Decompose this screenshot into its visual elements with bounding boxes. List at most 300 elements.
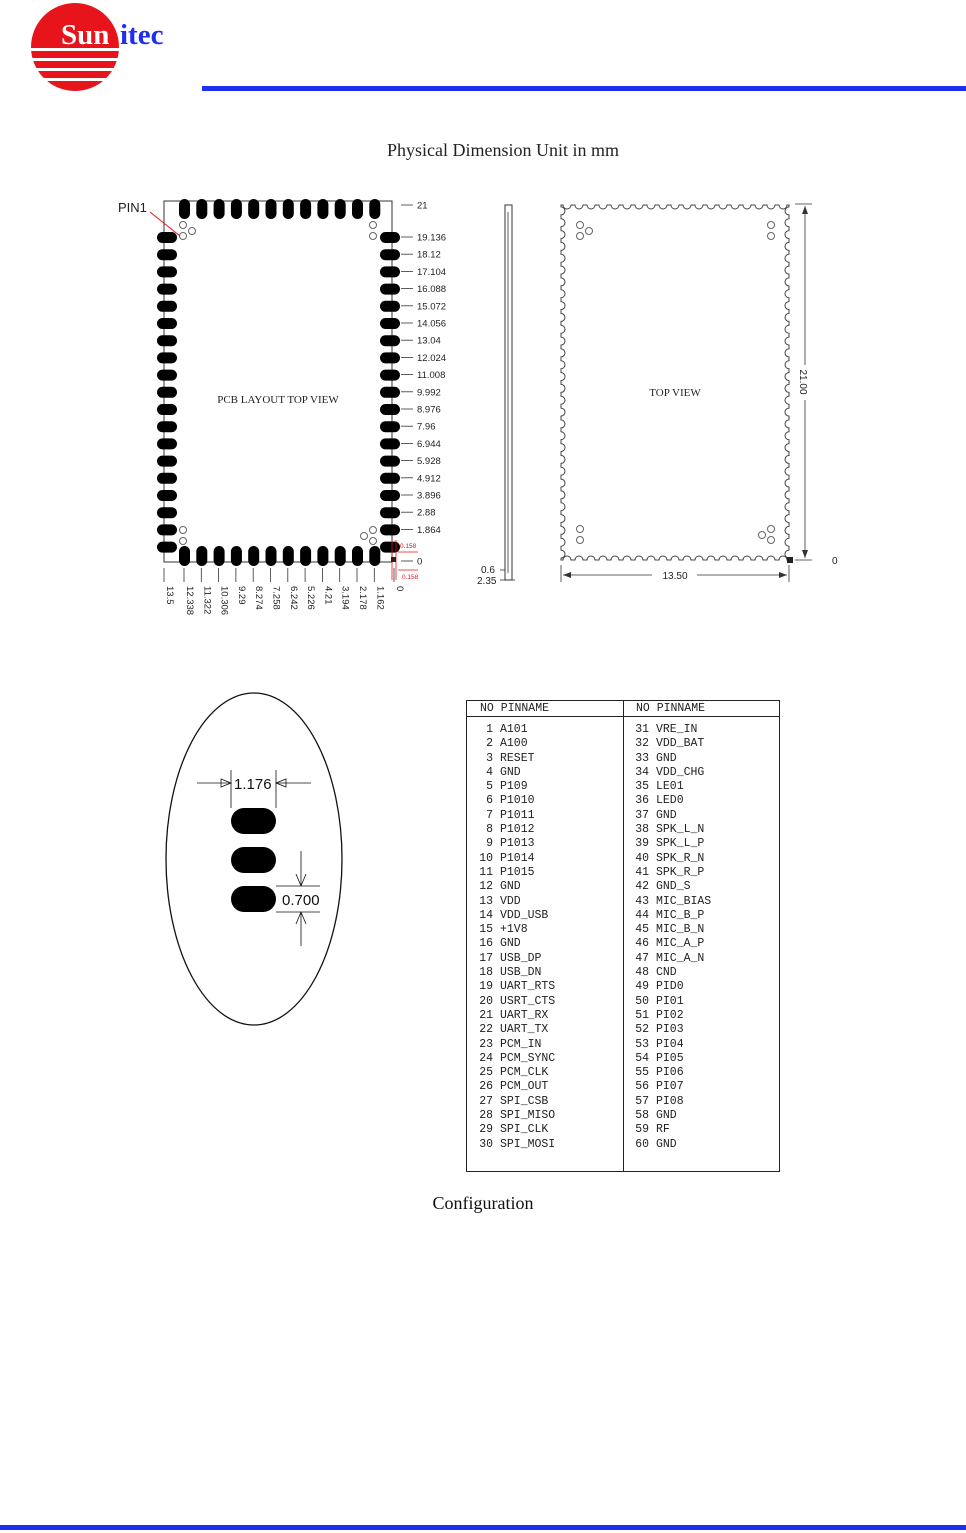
pin-number: 54 <box>635 1051 649 1065</box>
pin-name: USRT_CTS <box>500 994 556 1008</box>
right-tick-label: 5.928 <box>417 456 441 468</box>
pin-number: 36 <box>635 794 649 808</box>
right-tick-label: 6.944 <box>417 438 441 450</box>
pad-bottom <box>231 546 242 566</box>
pad-right <box>380 438 400 449</box>
pin-row-right <box>623 952 779 966</box>
pin-row-left <box>467 1009 623 1023</box>
pin-number: 34 <box>635 765 649 779</box>
pin-row-left <box>467 766 623 780</box>
pad-bottom <box>352 546 363 566</box>
right-tick-label: 2.88 <box>417 507 436 519</box>
pin-name: P1010 <box>500 794 535 808</box>
pad-left <box>157 421 177 432</box>
pin-number: 40 <box>635 851 649 865</box>
pad-left <box>157 318 177 329</box>
pin-name: GND <box>656 1137 677 1151</box>
logo-text-sun: Sun <box>61 19 110 51</box>
pad-left <box>157 473 177 484</box>
pad-left <box>157 249 177 260</box>
pin-row-right <box>623 880 779 894</box>
pin-row-right <box>623 837 779 851</box>
pad-bottom <box>335 546 346 566</box>
footer-rule <box>0 1525 966 1530</box>
pad-top <box>248 199 259 219</box>
pin-number: 19 <box>479 980 493 994</box>
pin-row-right <box>623 995 779 1009</box>
pin-name: SPI_MOSI <box>500 1137 556 1151</box>
pin-number: 22 <box>479 1023 493 1037</box>
small-dim-a: 0.158 <box>400 543 417 550</box>
pin-name: USB_DP <box>500 951 542 965</box>
pin-number: 28 <box>479 1109 493 1123</box>
pin-name: PI02 <box>656 1008 684 1022</box>
right-tick-label: 7.96 <box>417 421 436 433</box>
zero-label: 0 <box>832 556 838 567</box>
pin-name: P1013 <box>500 837 535 851</box>
pin-row-left <box>467 1095 623 1109</box>
left-pads <box>157 232 177 553</box>
pad-top <box>283 199 294 219</box>
right-tick-label: 19.136 <box>417 232 447 244</box>
pin-row-right <box>623 1052 779 1066</box>
pin-number: 18 <box>479 966 493 980</box>
pin-number: 53 <box>635 1037 649 1051</box>
pin-row-left <box>467 1123 623 1137</box>
pin-name: GND <box>656 1109 677 1123</box>
pin-row-right <box>623 909 779 923</box>
pin-name: PI03 <box>656 1023 684 1037</box>
pad-right <box>380 542 400 553</box>
bottom-tick-label: 6.242 <box>287 586 299 610</box>
pin-name: PCM_OUT <box>500 1080 549 1094</box>
pin-name: PCM_IN <box>500 1037 542 1051</box>
pin-row-right <box>623 1109 779 1123</box>
pin-name: P1011 <box>500 808 535 822</box>
pin-name: A101 <box>500 723 528 736</box>
pin-number: 13 <box>479 894 493 908</box>
header-rule <box>202 86 966 91</box>
pin-row-right <box>623 766 779 780</box>
pin-name: PI06 <box>656 1066 684 1080</box>
pad-left <box>157 438 177 449</box>
pin-row-left <box>467 737 623 751</box>
pin-name: GND <box>656 751 677 765</box>
right-tick-label: 16.088 <box>417 284 447 296</box>
pin-number: 26 <box>479 1080 493 1094</box>
pin-row-left <box>467 794 623 808</box>
pad-right <box>380 507 400 518</box>
pad-bottom <box>283 546 294 566</box>
pin-number: 57 <box>635 1094 649 1108</box>
pin-name: P1015 <box>500 865 535 879</box>
right-tick-label: 3.896 <box>417 490 441 502</box>
pad-top <box>196 199 207 219</box>
pin-name: CND <box>656 966 677 980</box>
configuration-caption: Configuration <box>432 1193 534 1213</box>
pin-row-left <box>467 980 623 994</box>
pin-number: 4 <box>486 765 493 779</box>
pin-number: 8 <box>486 823 493 837</box>
pad-left <box>157 507 177 518</box>
pin-name: MIC_B_P <box>656 908 705 922</box>
logo-text-itec: itec <box>120 19 164 51</box>
top-view-label: TOP VIEW <box>649 387 701 399</box>
physical-dimension-title: Physical Dimension Unit in mm <box>387 140 619 160</box>
pad-right <box>380 490 400 501</box>
pin-number: 30 <box>479 1137 493 1151</box>
pin-name: VDD_USB <box>500 908 549 922</box>
pin-table-header-right: NO PINNAME <box>623 701 779 717</box>
pin-number: 47 <box>635 951 649 965</box>
pin-row-left <box>467 1080 623 1094</box>
pin-number: 5 <box>486 780 493 794</box>
pin-row-left <box>467 1066 623 1080</box>
pin-name: VDD_BAT <box>656 737 705 751</box>
pin-number: 58 <box>635 1109 649 1123</box>
pin-table-left-column <box>467 701 624 1171</box>
pad-right <box>380 387 400 398</box>
pin-row-right <box>623 1066 779 1080</box>
pin-number: 2 <box>486 737 493 751</box>
pad-right <box>380 318 400 329</box>
pin-number: 14 <box>479 908 493 922</box>
pin-row-right <box>623 752 779 766</box>
pin-row-right <box>623 780 779 794</box>
pad-top <box>214 199 225 219</box>
pad-right <box>380 335 400 346</box>
pin-number: 32 <box>635 737 649 751</box>
pin-name: +1V8 <box>500 923 528 937</box>
pad-top <box>300 199 311 219</box>
pin-name: MIC_B_N <box>656 923 705 937</box>
pad-right <box>380 249 400 260</box>
pin-name: PI01 <box>656 994 684 1008</box>
pin-name: PCM_CLK <box>500 1066 549 1080</box>
pad-right <box>380 266 400 277</box>
pad-right <box>380 370 400 381</box>
pin-name: UART_TX <box>500 1023 549 1037</box>
pin-row-left <box>467 752 623 766</box>
pin-list-right <box>623 717 779 1152</box>
pin-number: 16 <box>479 937 493 951</box>
pin-row-right <box>623 1138 779 1152</box>
pin-row-right <box>623 866 779 880</box>
pad-detail <box>160 690 350 1030</box>
pin-table-header-left: NO PINNAME <box>467 701 623 717</box>
pin-name: SPI_CSB <box>500 1094 549 1108</box>
bottom-tick-label: 5.226 <box>305 586 317 610</box>
pad-top <box>266 199 277 219</box>
right-dimension-ticks <box>401 201 446 568</box>
pin-name: RESET <box>500 751 535 765</box>
pin-number: 59 <box>635 1123 649 1137</box>
pin-name: USB_DN <box>500 966 542 980</box>
pin-name: MIC_A_N <box>656 951 705 965</box>
pad-width-label: 1.176 <box>234 776 272 793</box>
pin-name: SPI_MISO <box>500 1109 556 1123</box>
pin-row-left <box>467 837 623 851</box>
pin-number: 33 <box>635 751 649 765</box>
pin-name: PID0 <box>656 980 684 994</box>
pin-name: P1012 <box>500 823 535 837</box>
pin-name: UART_RX <box>500 1008 549 1022</box>
right-tick-label: 9.992 <box>417 387 441 399</box>
pin-row-right <box>623 895 779 909</box>
pin-row-left <box>467 723 623 737</box>
pad-right <box>380 232 400 243</box>
holes-module <box>577 222 775 544</box>
pad-bottom <box>248 546 259 566</box>
pin-row-left <box>467 952 623 966</box>
pin-row-right <box>623 923 779 937</box>
pin-number: 29 <box>479 1123 493 1137</box>
pin-row-left <box>467 995 623 1009</box>
small-dim-b: 0.158 <box>402 574 419 581</box>
bottom-tick-label: 0 <box>394 586 405 592</box>
pin-row-left <box>467 937 623 951</box>
pin-row-right <box>623 794 779 808</box>
pin-row-right <box>623 1080 779 1094</box>
pin-number: 24 <box>479 1051 493 1065</box>
pad-right <box>380 456 400 467</box>
pin-row-left <box>467 1138 623 1152</box>
bottom-tick-label: 9.29 <box>235 586 247 605</box>
pin-name: SPK_R_P <box>656 865 705 879</box>
pad-top <box>231 199 242 219</box>
pad-right <box>380 352 400 363</box>
top-pads <box>179 199 380 219</box>
right-tick-label: 8.976 <box>417 404 441 416</box>
pin-row-right <box>623 1123 779 1137</box>
pad-left <box>157 404 177 415</box>
pad-bottom <box>179 546 190 566</box>
bottom-tick-label: 4.21 <box>322 586 334 605</box>
pcb-layout-label: PCB LAYOUT TOP VIEW <box>217 394 339 406</box>
pad-left <box>157 387 177 398</box>
pin-number: 12 <box>479 880 493 894</box>
pin-name: PI04 <box>656 1037 684 1051</box>
pin-name: VDD_CHG <box>656 765 705 779</box>
pin-name: PI05 <box>656 1051 684 1065</box>
pin-name: PI08 <box>656 1094 684 1108</box>
right-tick-label: 0 <box>417 556 423 568</box>
pin-number: 52 <box>635 1023 649 1037</box>
pin-number: 49 <box>635 980 649 994</box>
pin-row-left <box>467 809 623 823</box>
module-outline <box>561 205 789 560</box>
pad-right <box>380 473 400 484</box>
pin-name: VRE_IN <box>656 723 698 736</box>
height-dim: 21.00 <box>797 369 808 395</box>
pin-name: P109 <box>500 780 528 794</box>
pin-name: SPK_L_P <box>656 837 705 851</box>
bottom-tick-label: 1.162 <box>374 586 386 610</box>
pin-number: 23 <box>479 1037 493 1051</box>
pin-row-right <box>623 980 779 994</box>
pin-row-left <box>467 1109 623 1123</box>
pin-number: 56 <box>635 1080 649 1094</box>
pin-name: LED0 <box>656 794 684 808</box>
pin-row-right <box>623 966 779 980</box>
pin-number: 7 <box>486 808 493 822</box>
pad-left <box>157 542 177 553</box>
pin-number: 51 <box>635 1008 649 1022</box>
right-tick-label: 14.056 <box>417 318 447 330</box>
pad-bottom <box>196 546 207 566</box>
pin-row-right <box>623 1038 779 1052</box>
pin-row-left <box>467 895 623 909</box>
bottom-tick-label: 3.194 <box>339 586 351 610</box>
pin-name: PI07 <box>656 1080 684 1094</box>
side-dim-a: 0.6 <box>481 565 495 576</box>
pin-number: 25 <box>479 1066 493 1080</box>
pin-name: A100 <box>500 737 528 751</box>
pin-name: LE01 <box>656 780 684 794</box>
right-tick-label: 17.104 <box>417 266 447 278</box>
pin-number: 27 <box>479 1094 493 1108</box>
bottom-tick-label: 10.306 <box>218 586 230 616</box>
right-pads <box>380 232 400 553</box>
pad-right <box>380 524 400 535</box>
pin-name: RF <box>656 1123 670 1137</box>
pin-row-right <box>623 937 779 951</box>
pin-name: P1014 <box>500 851 535 865</box>
pin-name: UART_RTS <box>500 980 556 994</box>
pin-list-left <box>467 717 623 1152</box>
pin-name: GND_S <box>656 880 691 894</box>
pin-row-left <box>467 866 623 880</box>
pin-number: 42 <box>635 880 649 894</box>
pin-number: 11 <box>479 865 493 879</box>
right-tick-label: 12.024 <box>417 352 447 364</box>
pin-table-right-column <box>623 701 779 1171</box>
pin-row-left <box>467 780 623 794</box>
pad-bottom <box>300 546 311 566</box>
right-tick-label: 21 <box>417 200 428 212</box>
pin-number: 41 <box>635 865 649 879</box>
pin-row-left <box>467 852 623 866</box>
pin-row-left <box>467 823 623 837</box>
bottom-tick-label: 8.274 <box>253 586 265 610</box>
pin-number: 9 <box>486 837 493 851</box>
pin-number: 20 <box>479 994 493 1008</box>
pad-left <box>157 352 177 363</box>
pin-number: 60 <box>635 1137 649 1151</box>
pin-name: SPK_R_N <box>656 851 705 865</box>
pad-left <box>157 370 177 381</box>
pin-row-left <box>467 909 623 923</box>
bottom-tick-label: 12.338 <box>184 586 195 616</box>
pin-row-left <box>467 966 623 980</box>
pin1-label: PIN1 <box>118 200 147 215</box>
pin-number: 39 <box>635 837 649 851</box>
bottom-tick-label: 7.258 <box>270 586 282 610</box>
side-dim-b: 2.35 <box>477 576 497 587</box>
pin-row-right <box>623 1023 779 1037</box>
pad-bottom <box>317 546 328 566</box>
pad-left <box>157 232 177 243</box>
pin-name: GND <box>656 808 677 822</box>
right-tick-label: 1.864 <box>417 524 441 536</box>
pin-number: 21 <box>479 1008 493 1022</box>
right-tick-label: 11.008 <box>417 370 446 382</box>
pin-number: 35 <box>635 780 649 794</box>
width-dim: 13.50 <box>662 571 688 582</box>
bottom-tick-label: 11.322 <box>201 586 213 615</box>
bottom-dimension-ticks <box>164 568 405 615</box>
pin-row-right <box>623 723 779 737</box>
pin-number: 6 <box>486 794 493 808</box>
pin-number: 31 <box>635 723 649 736</box>
pin-number: 3 <box>486 751 493 765</box>
bottom-tick-label: 13.5 <box>164 586 175 605</box>
pin-name: MIC_BIAS <box>656 894 712 908</box>
pad-right <box>380 301 400 312</box>
pin-number: 15 <box>479 923 493 937</box>
pin-row-right <box>623 1009 779 1023</box>
mechanical-drawing <box>0 190 966 630</box>
pad-left <box>157 266 177 277</box>
pin-number: 45 <box>635 923 649 937</box>
pad-top <box>317 199 328 219</box>
pin-row-right <box>623 852 779 866</box>
pin-name: SPI_CLK <box>500 1123 549 1137</box>
pin-name: MIC_A_P <box>656 937 705 951</box>
pin-row-right <box>623 809 779 823</box>
pad-left <box>157 456 177 467</box>
pad-left <box>157 284 177 295</box>
pad-right <box>380 284 400 295</box>
pin-name: PCM_SYNC <box>500 1051 556 1065</box>
right-tick-label: 4.912 <box>417 473 441 485</box>
right-tick-label: 15.072 <box>417 301 447 313</box>
pin-name: GND <box>500 937 521 951</box>
pad-right <box>380 421 400 432</box>
pad-bottom <box>266 546 277 566</box>
pin-number: 55 <box>635 1066 649 1080</box>
pad-top <box>352 199 363 219</box>
pin-row-left <box>467 1052 623 1066</box>
pin-number: 44 <box>635 908 649 922</box>
pin-number: 37 <box>635 808 649 822</box>
pad-top <box>369 199 380 219</box>
pin-number: 43 <box>635 894 649 908</box>
pin-number: 50 <box>635 994 649 1008</box>
pad-left <box>157 335 177 346</box>
pad-left <box>157 524 177 535</box>
bottom-tick-label: 2.178 <box>357 586 368 610</box>
pin-row-left <box>467 1023 623 1037</box>
pin-row-left <box>467 1038 623 1052</box>
pin-number: 46 <box>635 937 649 951</box>
pad-left <box>157 490 177 501</box>
pin-number: 1 <box>486 723 493 736</box>
pin-row-left <box>467 923 623 937</box>
right-tick-label: 18.12 <box>417 249 441 261</box>
bottom-pads <box>179 546 380 566</box>
pin-name: SPK_L_N <box>656 823 705 837</box>
pin-number: 38 <box>635 823 649 837</box>
pad-pitch-label: 0.700 <box>282 892 320 909</box>
pin-row-left <box>467 880 623 894</box>
pad-bottom <box>214 546 225 566</box>
holes-pcb <box>180 222 377 545</box>
pin-table <box>466 700 780 1172</box>
pin-row-right <box>623 823 779 837</box>
pin-name: GND <box>500 880 521 894</box>
pad-top <box>335 199 346 219</box>
